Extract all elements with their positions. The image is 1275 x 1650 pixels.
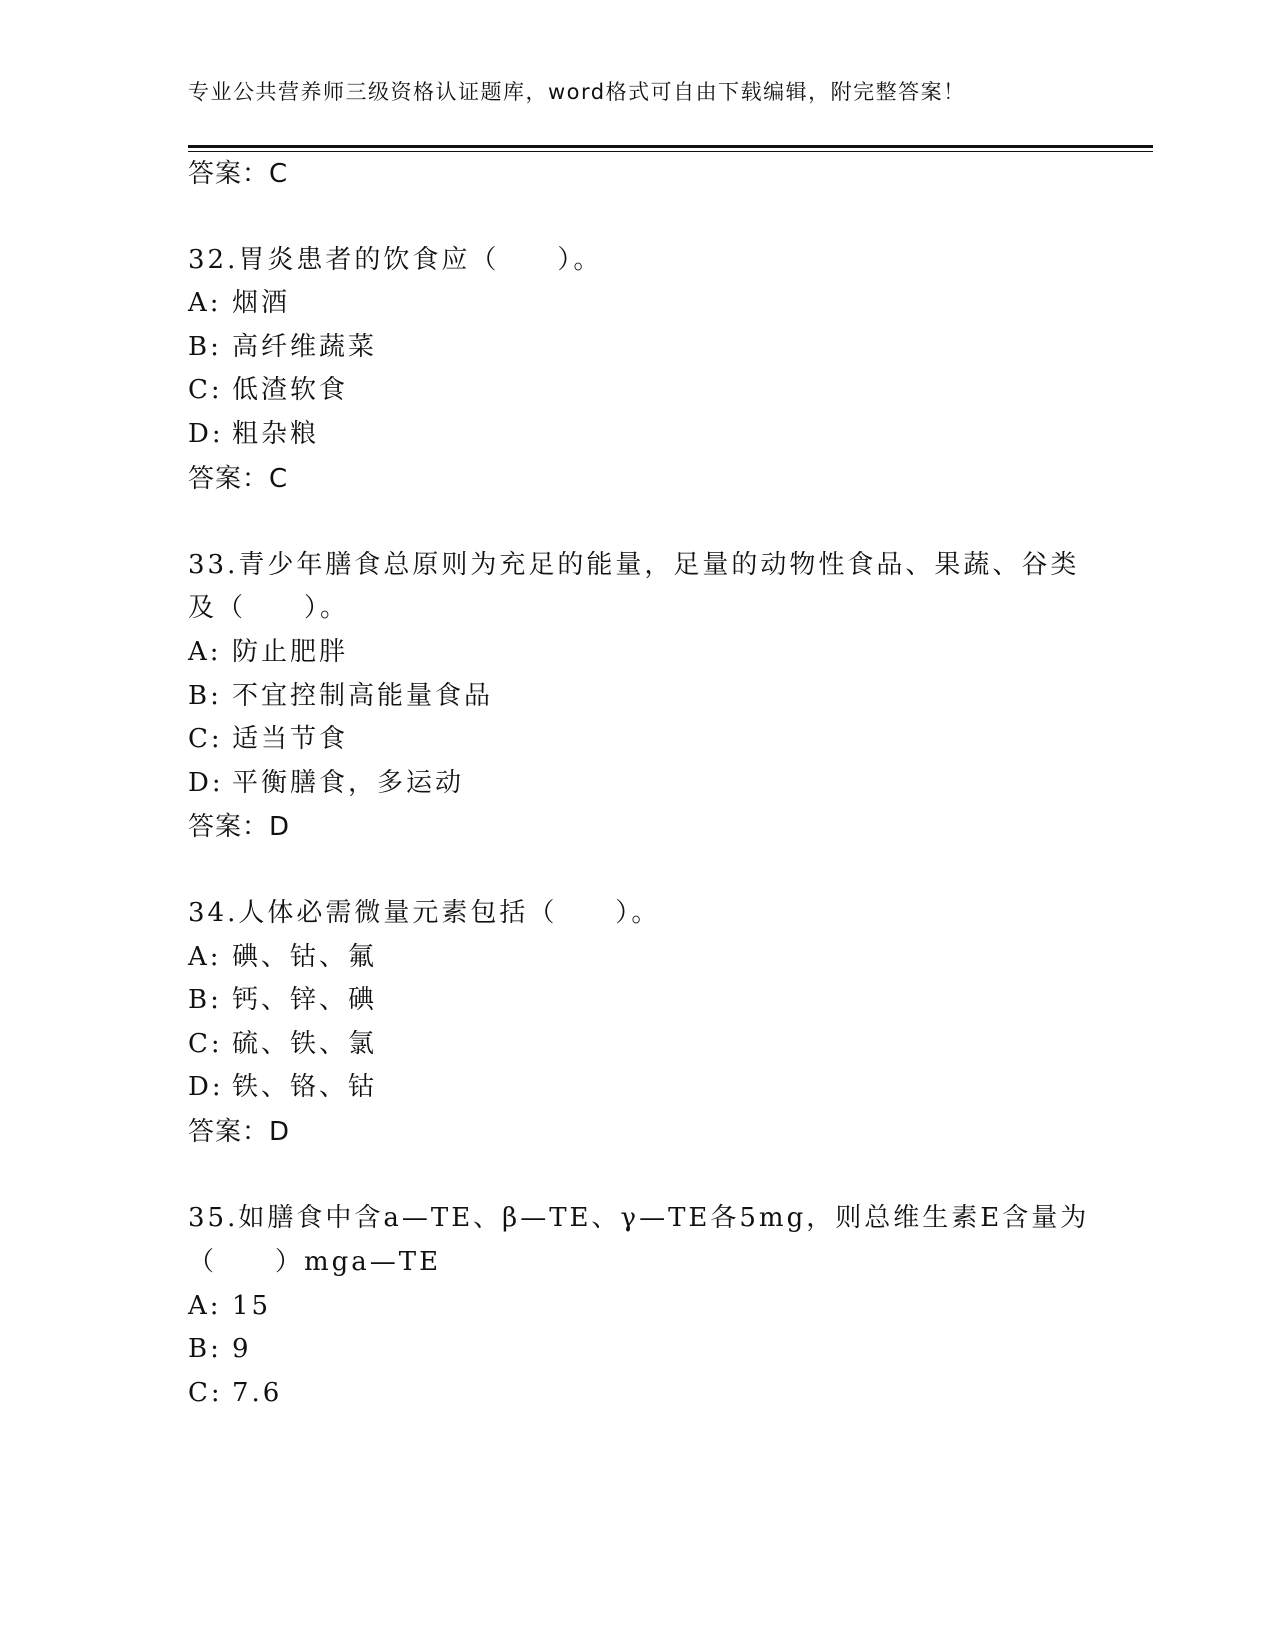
question-32-option-d	[188, 418, 319, 450]
question-32-option-b	[188, 331, 377, 363]
option-text: 高纤维蔬菜	[232, 332, 378, 362]
option-label: B:	[188, 681, 222, 711]
question-35-stem-line1: 35.如膳食中含a—TE、β—TE、γ—TE各5mg，则总维生素E含量为	[188, 1203, 1090, 1233]
option-text: 适当节食	[232, 724, 349, 754]
question-35-option-c	[188, 1377, 282, 1409]
option-label: D:	[188, 768, 224, 798]
header-divider-thick	[188, 145, 1153, 148]
question-32-option-c	[188, 374, 348, 406]
question-34-option-a	[188, 941, 377, 973]
option-label: C:	[188, 375, 223, 405]
option-text: 粗杂粮	[232, 419, 320, 449]
header-divider-thin	[188, 151, 1153, 152]
option-label: C:	[188, 1378, 223, 1408]
option-label: C:	[188, 724, 223, 754]
option-label: B:	[188, 985, 222, 1015]
answer-34: 答案：D	[188, 1117, 291, 1147]
document-header: 专业公共营养师三级资格认证题库，word格式可自由下载编辑，附完整答案！	[188, 80, 966, 104]
question-35-stem-line2: （ ）mga—TE	[188, 1247, 442, 1277]
option-label: A:	[188, 1291, 222, 1321]
option-text: 不宜控制高能量食品	[232, 681, 494, 711]
question-32-stem: 32.胃炎患者的饮食应（ ）。	[188, 245, 603, 275]
option-text: 烟酒	[232, 288, 291, 318]
option-text: 7.6	[232, 1378, 283, 1408]
option-text: 硫、铁、氯	[232, 1029, 378, 1059]
question-33-stem-line2: 及（ ）。	[188, 593, 350, 623]
option-text: 防止肥胖	[232, 637, 349, 667]
option-text: 碘、钴、氟	[232, 942, 378, 972]
question-34-option-d	[188, 1071, 377, 1103]
option-text: 铁、铬、钴	[232, 1072, 378, 1102]
option-label: B:	[188, 1334, 222, 1364]
option-label: D:	[188, 419, 224, 449]
question-32-option-a	[188, 287, 290, 319]
option-label: A:	[188, 942, 222, 972]
option-label: B:	[188, 332, 222, 362]
option-text: 低渣软食	[232, 375, 349, 405]
answer-33: 答案：D	[188, 812, 291, 842]
question-33-option-c	[188, 723, 348, 755]
option-label: A:	[188, 288, 222, 318]
option-label: D:	[188, 1072, 224, 1102]
question-33-option-d	[188, 767, 464, 799]
question-34-stem: 34.人体必需微量元素包括（ ）。	[188, 898, 661, 928]
question-33-option-a	[188, 636, 348, 668]
option-label: A:	[188, 637, 222, 667]
question-34-option-b	[188, 984, 377, 1016]
option-text: 平衡膳食，多运动	[232, 768, 465, 798]
question-35-option-b	[188, 1333, 252, 1365]
question-33-option-b	[188, 680, 493, 712]
question-34-option-c	[188, 1028, 377, 1060]
question-33-stem-line1: 33.青少年膳食总原则为充足的能量，足量的动物性食品、果蔬、谷类	[188, 550, 1080, 580]
option-text: 9	[232, 1334, 252, 1364]
answer-31: 答案：C	[188, 159, 289, 189]
option-text: 钙、锌、碘	[232, 985, 378, 1015]
option-label: C:	[188, 1029, 223, 1059]
option-text: 15	[232, 1291, 272, 1321]
question-35-option-a	[188, 1290, 271, 1322]
answer-32: 答案：C	[188, 464, 289, 494]
